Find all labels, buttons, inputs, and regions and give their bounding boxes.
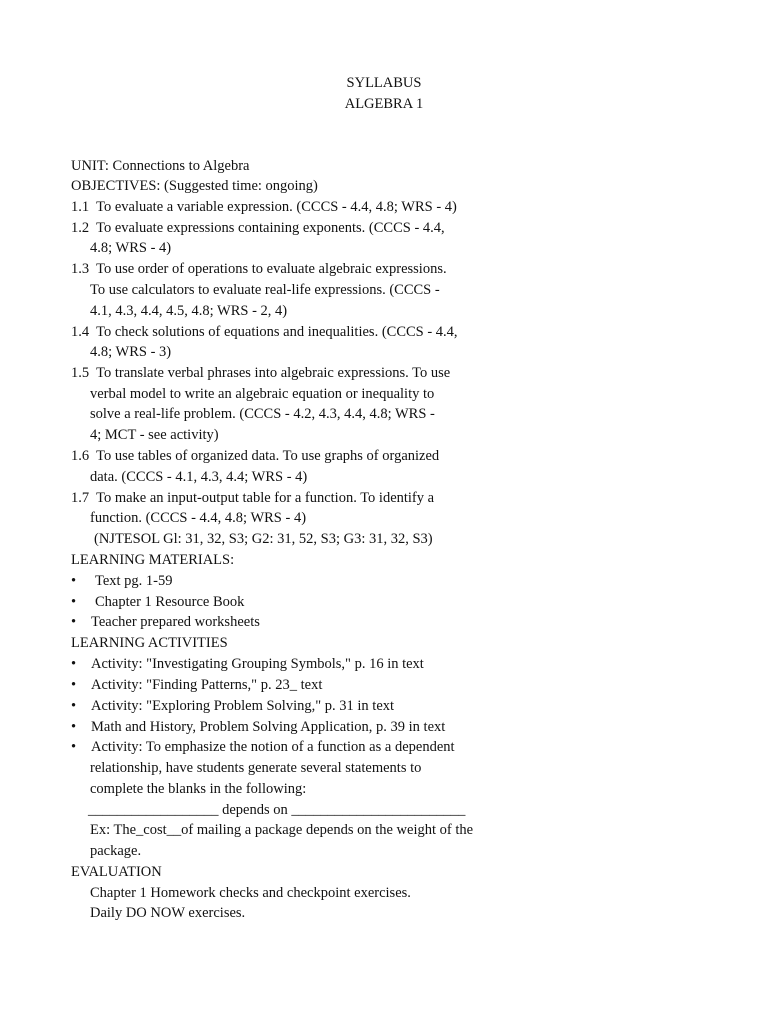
document-subtitle: ALGEBRA 1 (344, 96, 424, 112)
materials-heading: LEARNING MATERIALS: (71, 552, 235, 568)
objective-1-2-cont: 4.8; WRS - 4) (90, 240, 172, 256)
objectives-heading: OBJECTIVES: (Suggested time: ongoing) (71, 178, 318, 194)
objective-1-3: 1.3 To use order of operations to evaluate algebraic expressions. (71, 261, 447, 277)
material-item: Text pg. 1-59 (95, 573, 173, 589)
evaluation-item: Daily DO NOW exercises. (90, 905, 246, 921)
activity-item: Activity: "Exploring Problem Solving," p. 31 in text (91, 698, 395, 714)
activity-item: Activity: To emphasize the notion of a function as a dependent (91, 739, 455, 755)
bullet-icon: • (71, 698, 77, 714)
activity-item: Activity: "Investigating Grouping Symbols," p. 16 in text (91, 656, 424, 672)
objective-1-5-cont-2: solve a real-life problem. (CCCS - 4.2, 4.3, 4.4, 4.8; WRS - (90, 406, 435, 422)
evaluation-item: Chapter 1 Homework checks and checkpoint exercises. (90, 885, 411, 901)
activity-item: Math and History, Problem Solving Application, p. 39 in text (91, 719, 446, 735)
document-title: SYLLABUS (346, 75, 422, 91)
bullet-icon: • (71, 614, 77, 630)
activity-item-cont: complete the blanks in the following: (90, 781, 307, 797)
material-item: Teacher prepared worksheets (91, 614, 260, 630)
bullet-icon: • (71, 573, 77, 589)
objective-1-7-cont: function. (CCCS - 4.4, 4.8; WRS - 4) (90, 510, 307, 526)
objective-1-1: 1.1 To evaluate a variable expression. (CCCS - 4.4, 4.8; WRS - 4) (71, 199, 457, 215)
objective-1-7: 1.7 To make an input-output table for a function. To identify a (71, 490, 435, 506)
objective-1-4: 1.4 To check solutions of equations and inequalities. (CCCS - 4.4, (71, 324, 458, 340)
material-item: Chapter 1 Resource Book (95, 594, 245, 610)
objective-1-5-cont-3: 4; MCT - see activity) (90, 427, 219, 443)
objective-1-2: 1.2 To evaluate expressions containing exponents. (CCCS - 4.4, (71, 220, 445, 236)
activity-item: Activity: "Finding Patterns," p. 23_ text (91, 677, 323, 693)
bullet-icon: • (71, 656, 77, 672)
example-line-cont: package. (90, 843, 142, 859)
bullet-icon: • (71, 739, 77, 755)
activities-heading: LEARNING ACTIVITIES (71, 635, 228, 651)
activity-item-cont: relationship, have students generate several statements to (90, 760, 422, 776)
objective-1-4-cont: 4.8; WRS - 3) (90, 344, 172, 360)
njtesol-note: (NJTESOL Gl: 31, 32, S3; G2: 31, 52, S3; G3: 31, 32, S3) (94, 531, 433, 547)
evaluation-heading: EVALUATION (71, 864, 162, 880)
objective-1-5: 1.5 To translate verbal phrases into algebraic expressions. To use (71, 365, 451, 381)
bullet-icon: • (71, 677, 77, 693)
objective-1-3-cont-2: 4.1, 4.3, 4.4, 4.5, 4.8; WRS - 2, 4) (90, 303, 288, 319)
example-line: Ex: The_cost__of mailing a package depends on the weight of the (90, 822, 474, 838)
objective-1-3-cont: To use calculators to evaluate real-life expressions. (CCCS - (90, 282, 440, 298)
objective-1-5-cont: verbal model to write an algebraic equation or inequality to (90, 386, 435, 402)
bullet-icon: • (71, 594, 77, 610)
objective-1-6-cont: data. (CCCS - 4.1, 4.3, 4.4; WRS - 4) (90, 469, 308, 485)
objective-1-6: 1.6 To use tables of organized data. To use graphs of organized (71, 448, 440, 464)
fill-in-blank-line: __________________ depends on ________________________ (88, 802, 466, 818)
bullet-icon: • (71, 719, 77, 735)
unit-heading: UNIT: Connections to Algebra (71, 158, 250, 174)
